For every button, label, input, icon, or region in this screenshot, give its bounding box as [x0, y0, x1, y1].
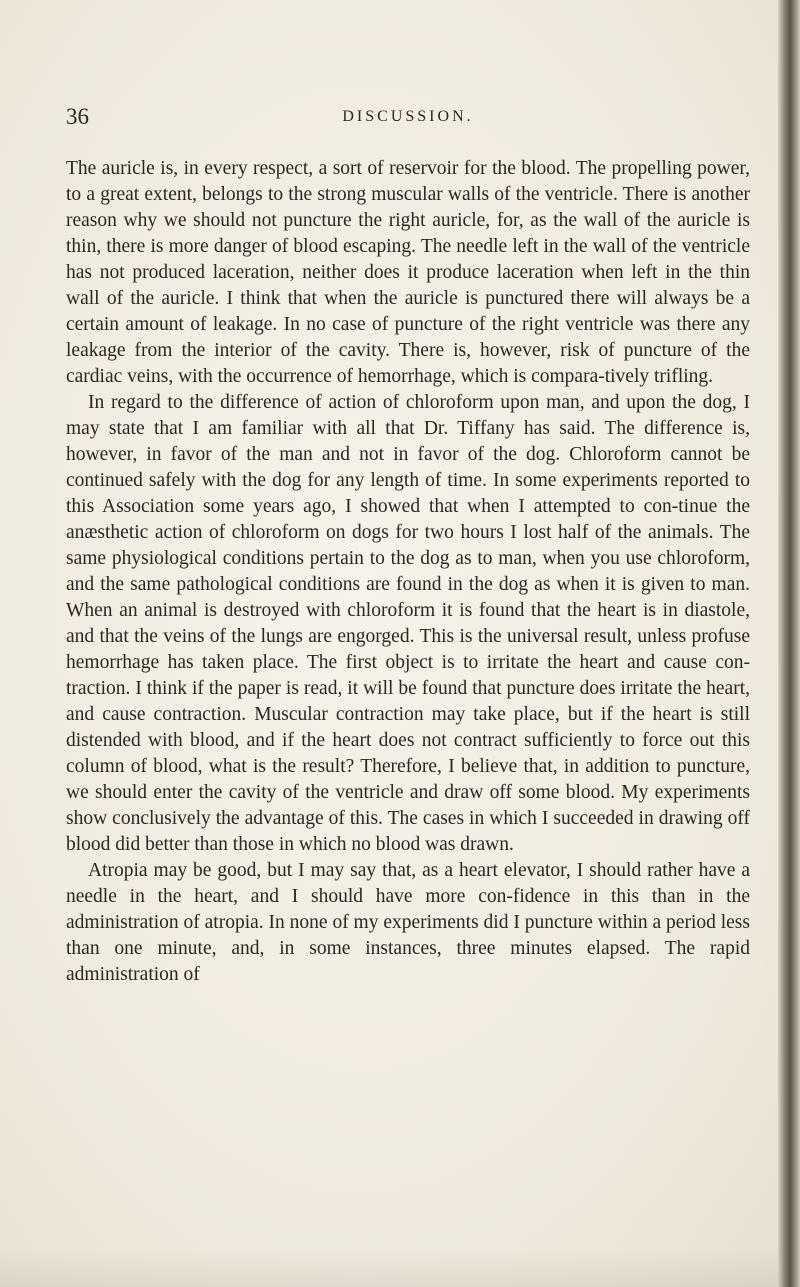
paragraph-chloroform: In regard to the difference of action of chloroform upon man, and upon the dog, I may state that I am familiar with all that Dr. Tiffany has said. The difference is, however, in favor of the man and not in favor of the dog. Chloroform cannot be continued safely with the dog for any length of time. In some experiments reported to this Association some years ago, I showed that when I attempted to con-tinue the anæsthetic action of chloroform on dogs for two hours I lost half of the animals. The same physiological conditions pertain to the dog as to man, when you use chloroform, and the same pathological conditions are found in the dog as when it is given to man. When an animal is destroyed with chloroform it is found that the heart is in diastole, and that the veins of the lungs are engorged. This is the universal result, unless profuse hemorrhage has taken place. The first object is to irritate the heart and cause con-traction. I think if the paper is read, it will be found that puncture does irritate the heart, and cause contraction. Muscular contraction may take place, but if the heart is still distended with blood, and if the heart does not contract sufficiently to force out this column of blood, what is the result? Therefore, I believe that, in addition to puncture, we should enter the cavity of the ventricle and draw off some blood. My experiments show conclusively the advantage of this. The cases in which I succeeded in drawing off blood did better than those in which no blood was drawn. [66, 392, 750, 855]
paragraph-atropia: Atropia may be good, but I may say that, as a heart elevator, I should rather have a needle in the heart, and I should have more con-fidence in this than in the administration of atropia. In none of my experiments did I puncture within a period less than one minute, and, in some instances, three minutes elapsed. The rapid administration of [66, 860, 750, 985]
page-edge-shadow [778, 0, 800, 1287]
body-text [66, 156, 750, 988]
page-number: 36 [66, 104, 89, 129]
paragraph-auricle: The auricle is, in every respect, a sort of reservoir for the blood. The propelling power, to a great extent, belongs to the strong muscular walls of the ventricle. There is another reason why we should not puncture the right auricle, for, as the wall of the auricle is thin, there is more danger of blood escaping. The needle left in the wall of the ventricle has not produced laceration, neither does it produce laceration when left in the thin wall of the auricle. I think that when the auricle is punctured there will always be a certain amount of leakage. In no case of puncture of the right ventricle was there any leakage from the interior of the cavity. There is, however, risk of puncture of the cardiac veins, with the occurrence of hemorrhage, which is compara-tively trifling. [66, 158, 750, 387]
page-header [66, 104, 750, 138]
running-head: DISCUSSION. [342, 108, 474, 125]
page-bottom-shadow [0, 1247, 800, 1287]
